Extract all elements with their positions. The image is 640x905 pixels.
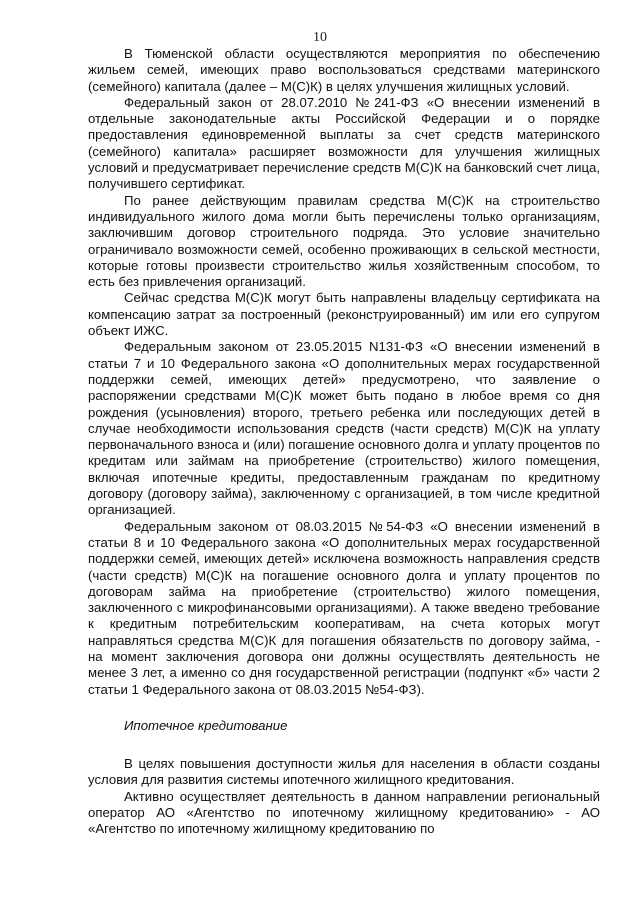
paragraph-law-54-fz: Федеральным законом от 08.03.2015 №54-ФЗ «О внесении изменений в статьи 8 и 10 Федерального закона «О дополнительных мерах государственной поддержки семей, имеющих детей» исключена возможность направления средств (части средств) М(С)К на погашение основного долга и уплату процентов по договорам займа на приобретение (строительство) жилого помещения, заключенного с микрофинансовыми организациями). А также введено требование к кредитным потребительским кооперативам, на счета которых могут направляться средства М(С)К для погашения обязательств по договору займа, - на момент заключения договора они должны осуществлять деятельность не менее 3 лет, а именно со дня государственной регистрации (подпункт «б» части 2 статьи 1 Федерального закона от 08.03.2015 №54-ФЗ). (88, 518, 600, 697)
paragraph-law-131-fz: Федеральным законом от 23.05.2015 N131-ФЗ «О внесении изменений в статьи 7 и 10 Федерального закона «О дополнительных мерах государственной поддержки семей, имеющих детей» предусмотрено, что заявление о распоряжении средствами М(С)К может быть подано в любое время со дня рождения (усыновления) второго, третьего ребенка или последующих детей в случае необходимости использования средств (части средств) М(С)К на уплату первоначального взноса и (или) погашение основного долга и уплату процентов по кредитам или займам на приобретение (строительство) жилого помещения, включая ипотечные кредиты, предоставленным гражданам по кредитному договору (договору займа), заключенному с организацией, в том числе кредитной организацией. (88, 339, 600, 518)
paragraph-mortgage-agency: Активно осуществляет деятельность в данном направлении региональный оператор АО «Агентство по ипотечному жилищному кредитованию» - АО «Агентство по ипотечному жилищному кредитованию по (88, 788, 600, 837)
paragraph-compensation-izhs: Сейчас средства М(С)К могут быть направлены владельцу сертификата на компенсацию затрат за построенный (реконструированный) им или его супругом объект ИЖС. (88, 290, 600, 339)
paragraph-maternity-capital-intro: В Тюменской области осуществляются мероприятия по обеспечению жильем семей, имеющих право воспользоваться средствами материнского (семейного) капитала (далее – М(С)К) в целях улучшения жилищных условий. (88, 46, 600, 94)
page-number: 10 (313, 30, 327, 45)
section-heading-mortgage: Ипотечное кредитование (124, 717, 288, 733)
paragraph-previous-rules: По ранее действующим правилам средства М(С)К на строительство индивидуального жилого дома могли быть перечислены только организациям, заключившим договор строительного подряда. Это условие значительно ограничивало возможности семей, особенно проживающих в сельской местности, которые готовы произвести строительство жилья хозяйственным способом, то есть без привлечения организаций. (88, 192, 600, 290)
document-body (88, 46, 600, 838)
paragraph-law-241-fz: Федеральный закон от 28.07.2010 №241-ФЗ «О внесении изменений в отдельные законодательные акты Российской Федерации и о порядке предоставления единовременной выплаты за счет средств материнского (семейного) капитала» расширяет возможности для улучшения жилищных условий и предусматривает перечисление средств М(С)К на банковский счет лица, получившего сертификат. (88, 94, 600, 192)
paragraph-mortgage-availability: В целях повышения доступности жилья для населения в области созданы условия для развития системы ипотечного жилищного кредитования. (88, 756, 600, 788)
